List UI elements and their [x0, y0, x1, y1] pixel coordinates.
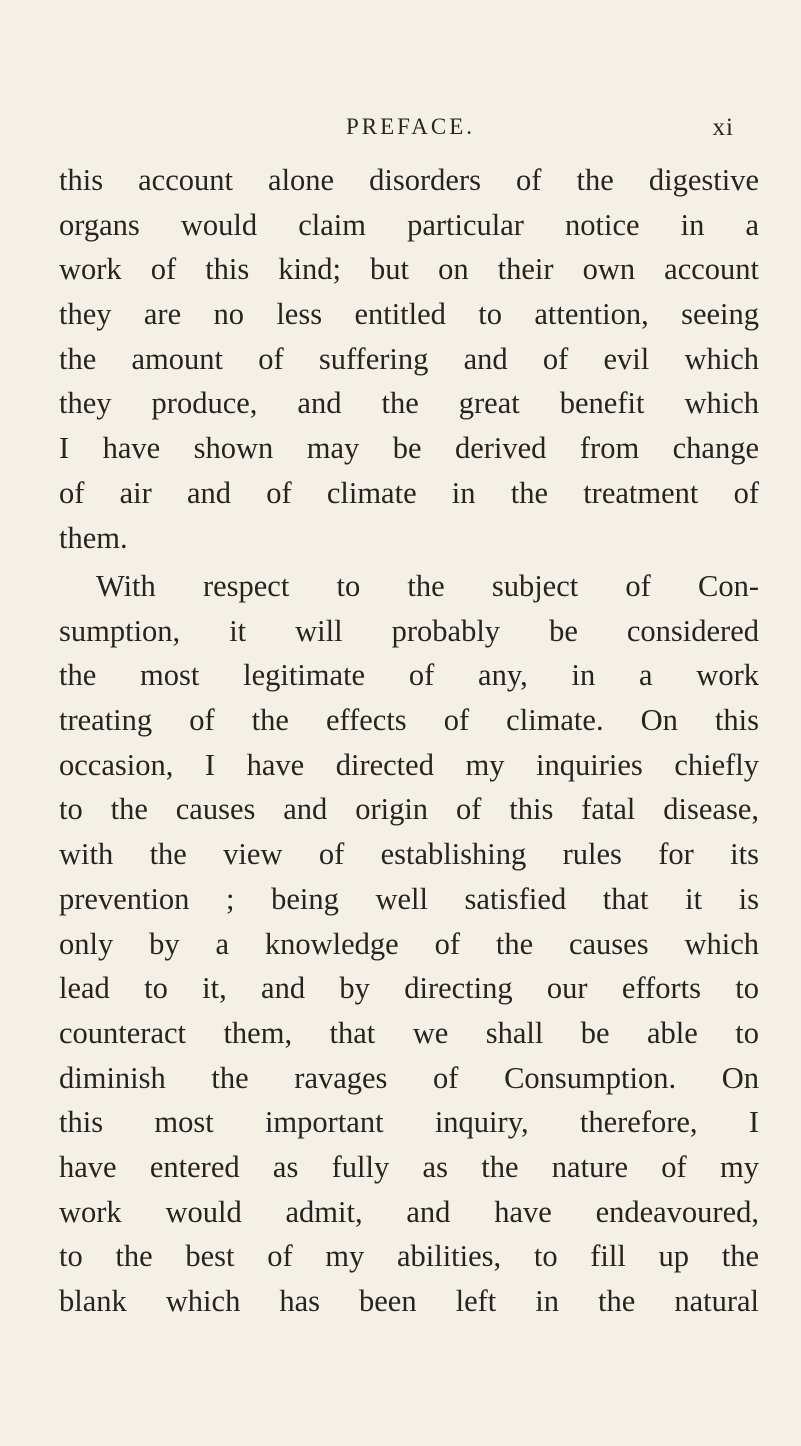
text-line: occasion, I have directed my inquiries chiefly [59, 747, 759, 782]
text-line: sumption, it will probably be considered [59, 613, 759, 648]
text-line: this most important inquiry, therefore, I [59, 1105, 759, 1140]
paragraph-digestive-organs [59, 158, 759, 560]
text-line: prevention ; being well satisfied that it is [59, 881, 759, 916]
text-line: blank which has been left in the natural [59, 1284, 759, 1318]
text-line: to the causes and origin of this fatal disease, [59, 792, 759, 827]
text-line: counteract them, that we shall be able to [59, 1015, 759, 1050]
text-line: only by a knowledge of the causes which [59, 926, 759, 961]
paragraph-consumption [59, 564, 759, 1324]
text-line: of air and of climate in the treatment of [59, 475, 759, 510]
page-number: xi [712, 114, 734, 141]
text-line: they are no less entitled to attention, seeing [59, 297, 759, 332]
text-line: With respect to the subject of Con- [96, 569, 759, 603]
text-line: to the best of my abilities, to fill up the [59, 1239, 759, 1274]
text-line: work of this kind; but on their own account [59, 252, 759, 287]
text-line: I have shown may be derived from change [59, 431, 759, 466]
text-line: treating of the effects of climate. On this [59, 703, 759, 738]
text-line: have entered as fully as the nature of my [59, 1149, 759, 1184]
running-head [60, 114, 761, 144]
text-line: this account alone disorders of the digestive [59, 163, 759, 197]
text-line: diminish the ravages of Consumption. On [59, 1060, 759, 1095]
text-line: work would admit, and have endeavoured, [59, 1194, 759, 1229]
text-line: lead to it, and by directing our efforts to [59, 971, 759, 1006]
text-line: organs would claim particular notice in a [59, 207, 759, 242]
text-line: they produce, and the great benefit which [59, 386, 759, 421]
text-line: with the view of establishing rules for its [59, 837, 759, 872]
text-line: the amount of suffering and of evil which [59, 341, 759, 376]
running-title: PREFACE. [345, 114, 476, 139]
text-line: them. [59, 520, 128, 555]
text-line: the most legitimate of any, in a work [59, 658, 759, 693]
